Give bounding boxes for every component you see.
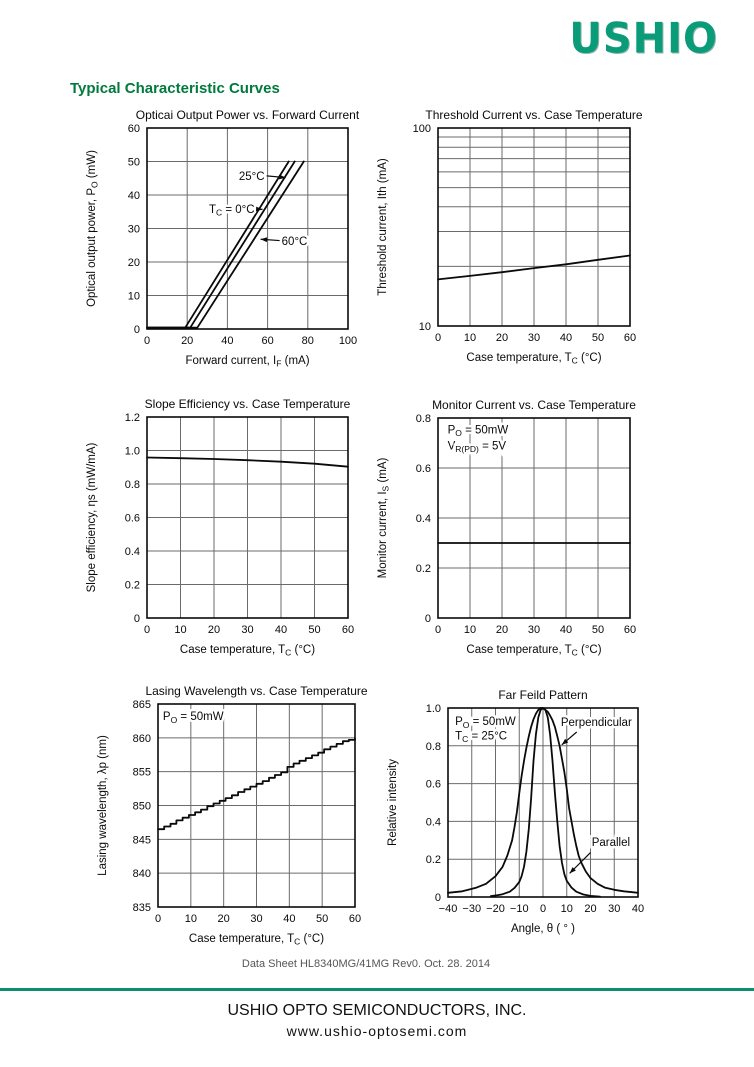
y-tick-label: 0.8 bbox=[425, 740, 441, 753]
x-tick-label: 40 bbox=[221, 335, 234, 347]
y-tick-label: 0 bbox=[434, 892, 441, 904]
y-tick-label: 0.4 bbox=[425, 816, 441, 829]
x-tick-label: 10 bbox=[560, 903, 573, 915]
x-tick-label: 20 bbox=[584, 903, 597, 915]
chart-title: Slope Efficiency vs. Case Temperature bbox=[144, 397, 351, 411]
y-tick-label: 835 bbox=[132, 902, 151, 914]
datasheet-revision-note: Data Sheet HL8340MG/41MG Rev0. Oct. 28. 2014 bbox=[241, 958, 491, 970]
x-tick-label: 0 bbox=[434, 624, 442, 636]
y-axis-label: Lasing wavelength, λp (nm) bbox=[97, 735, 109, 876]
x-tick-label: 10 bbox=[184, 913, 197, 925]
chart-title: Lasing Wavelength vs. Case Temperature bbox=[145, 684, 368, 698]
y-tick-label: 0.4 bbox=[124, 546, 140, 558]
chart-canvas-threshold-current bbox=[360, 104, 690, 378]
x-tick-label: 20 bbox=[181, 335, 194, 347]
annotation-label: Perpendicular bbox=[560, 717, 632, 730]
x-tick-label: 20 bbox=[495, 624, 509, 636]
ushio-logo: USHIO bbox=[569, 15, 718, 63]
x-tick-label: 30 bbox=[608, 903, 621, 915]
y-tick-label: 20 bbox=[127, 257, 140, 269]
chart-monitor-current bbox=[360, 394, 690, 670]
chart-title: Far Feild Pattern bbox=[498, 688, 588, 702]
annotation-label: $T_C = 0^\circ C$ bbox=[208, 204, 255, 218]
y-axis-label: Slope efficiency, ηs (mW/mA) bbox=[86, 442, 98, 593]
x-tick-label: 30 bbox=[241, 624, 254, 636]
x-tick-label: 60 bbox=[348, 913, 362, 925]
y-tick-label: 860 bbox=[132, 732, 151, 745]
y-axis-label: Threshold current, Ith (mA) bbox=[377, 158, 389, 296]
x-tick-label: −30 bbox=[462, 903, 482, 915]
x-axis-label: Angle, θ ( ° ) bbox=[510, 923, 576, 935]
footer-divider bbox=[0, 988, 754, 991]
website-url: www.ushio-optosemi.com bbox=[286, 1023, 468, 1039]
x-tick-label: −20 bbox=[486, 903, 505, 915]
y-tick-label: 840 bbox=[132, 868, 151, 881]
x-tick-label: 60 bbox=[341, 624, 355, 636]
x-tick-label: 40 bbox=[559, 332, 573, 344]
y-tick-label: 0.2 bbox=[425, 854, 441, 867]
chart-title: Threshold Current vs. Case Temperature bbox=[425, 108, 643, 122]
annotation-label: 60°C bbox=[281, 235, 308, 248]
x-tick-label: 60 bbox=[623, 624, 637, 636]
y-tick-label: 40 bbox=[127, 190, 140, 202]
y-tick-label: 1.0 bbox=[124, 445, 140, 458]
annotation-label: $T_C = 25^\circ C$ bbox=[455, 730, 508, 745]
annotation-label: $P_O = 50mW$ bbox=[162, 711, 224, 725]
x-tick-label: 30 bbox=[250, 913, 263, 925]
y-tick-label: 100 bbox=[412, 123, 431, 135]
y-tick-label: 0 bbox=[133, 613, 140, 625]
y-tick-label: 0.4 bbox=[415, 513, 431, 525]
annotation-label: $P_O = 50mW$ bbox=[447, 424, 509, 438]
x-tick-label: 0 bbox=[539, 903, 547, 915]
x-tick-label: 40 bbox=[283, 913, 296, 925]
annotation-label: $V_{R(PD)} = 5V$ bbox=[447, 440, 507, 455]
y-tick-label: 0.6 bbox=[415, 463, 431, 475]
y-tick-label: 0 bbox=[424, 613, 431, 625]
x-tick-label: 20 bbox=[207, 624, 221, 636]
chart-title: Opticai Output Power vs. Forward Current bbox=[135, 108, 360, 122]
y-tick-label: 0.8 bbox=[415, 413, 431, 425]
x-tick-label: 40 bbox=[631, 903, 645, 915]
y-axis-label: Relative intensity bbox=[387, 759, 399, 846]
chart-far-field-pattern bbox=[370, 684, 700, 949]
y-tick-label: 30 bbox=[127, 223, 140, 236]
y-axis-label: Optical output power, $P_O$ (mW) bbox=[86, 150, 100, 307]
y-axis-label: Monitor current, $I_S$ (mA) bbox=[377, 457, 391, 579]
x-tick-label: −10 bbox=[509, 903, 529, 915]
x-tick-label: 0 bbox=[143, 335, 151, 347]
annotation-label: $P_O = 50mW$ bbox=[455, 716, 516, 730]
x-tick-label: 20 bbox=[495, 332, 509, 344]
chart-lasing-wavelength bbox=[80, 680, 410, 959]
x-tick-label: 50 bbox=[591, 624, 605, 636]
chart-canvas-lasing-wavelength bbox=[80, 680, 410, 959]
x-tick-label: 60 bbox=[261, 335, 274, 347]
y-tick-label: 865 bbox=[132, 699, 151, 711]
x-tick-label: −40 bbox=[438, 903, 458, 915]
y-tick-label: 0.2 bbox=[124, 579, 140, 592]
x-tick-label: 40 bbox=[559, 624, 573, 636]
x-axis-label: Case temperature, $T_C$ (°C) bbox=[188, 933, 325, 947]
y-tick-label: 0.8 bbox=[124, 479, 140, 491]
y-tick-label: 0.6 bbox=[124, 512, 140, 525]
x-tick-label: 60 bbox=[623, 332, 637, 344]
y-tick-label: 10 bbox=[418, 321, 431, 333]
x-tick-label: 0 bbox=[434, 332, 442, 344]
x-tick-label: 0 bbox=[143, 624, 151, 636]
chart-canvas-slope-efficiency bbox=[69, 393, 399, 670]
y-tick-label: 0.2 bbox=[415, 563, 431, 575]
y-tick-label: 1.0 bbox=[425, 703, 441, 715]
x-axis-label: Case temperature, $T_C$ (°C) bbox=[466, 644, 602, 658]
chart-title: Monitor Current vs. Case Temperature bbox=[432, 398, 636, 412]
y-tick-label: 0 bbox=[133, 324, 140, 336]
annotation-label: 25°C bbox=[238, 170, 265, 183]
chart-canvas-far-field-pattern bbox=[370, 684, 700, 949]
y-tick-label: 855 bbox=[132, 766, 151, 779]
y-tick-label: 60 bbox=[127, 123, 140, 135]
x-tick-label: 0 bbox=[154, 913, 162, 925]
x-tick-label: 50 bbox=[316, 913, 329, 925]
x-tick-label: 20 bbox=[217, 913, 230, 925]
chart-canvas-optical-output-power bbox=[69, 104, 399, 381]
x-tick-label: 80 bbox=[301, 335, 314, 347]
x-tick-label: 10 bbox=[174, 624, 187, 636]
x-tick-label: 30 bbox=[527, 624, 541, 636]
chart-threshold-current bbox=[360, 104, 690, 378]
x-tick-label: 100 bbox=[338, 335, 358, 347]
annotation-label: Parallel bbox=[591, 837, 631, 850]
x-tick-label: 50 bbox=[308, 624, 321, 636]
y-tick-label: 845 bbox=[132, 834, 151, 847]
series-tc-60c bbox=[147, 162, 304, 328]
x-axis-label: Forward current, $I_F$ (mA) bbox=[185, 355, 310, 369]
chart-slope-efficiency bbox=[69, 393, 399, 670]
page-title: Typical Characteristic Curves bbox=[70, 80, 280, 97]
company-name: USHIO OPTO SEMICONDUCTORS, INC. bbox=[227, 1002, 527, 1019]
y-tick-label: 1.2 bbox=[124, 412, 140, 424]
x-axis-label: Case temperature, $T_C$ (°C) bbox=[466, 352, 602, 366]
x-tick-label: 10 bbox=[463, 332, 477, 344]
y-tick-label: 850 bbox=[132, 800, 151, 813]
y-tick-label: 0.6 bbox=[425, 778, 441, 791]
x-axis-label: Case temperature, $T_C$ (°C) bbox=[179, 644, 316, 658]
chart-optical-output-power bbox=[69, 104, 399, 381]
x-tick-label: 40 bbox=[274, 624, 288, 636]
y-tick-label: 10 bbox=[127, 290, 140, 303]
x-tick-label: 30 bbox=[527, 332, 541, 344]
y-tick-label: 50 bbox=[127, 156, 140, 169]
x-tick-label: 50 bbox=[591, 332, 605, 344]
chart-canvas-monitor-current bbox=[360, 394, 690, 670]
x-tick-label: 10 bbox=[463, 624, 477, 636]
